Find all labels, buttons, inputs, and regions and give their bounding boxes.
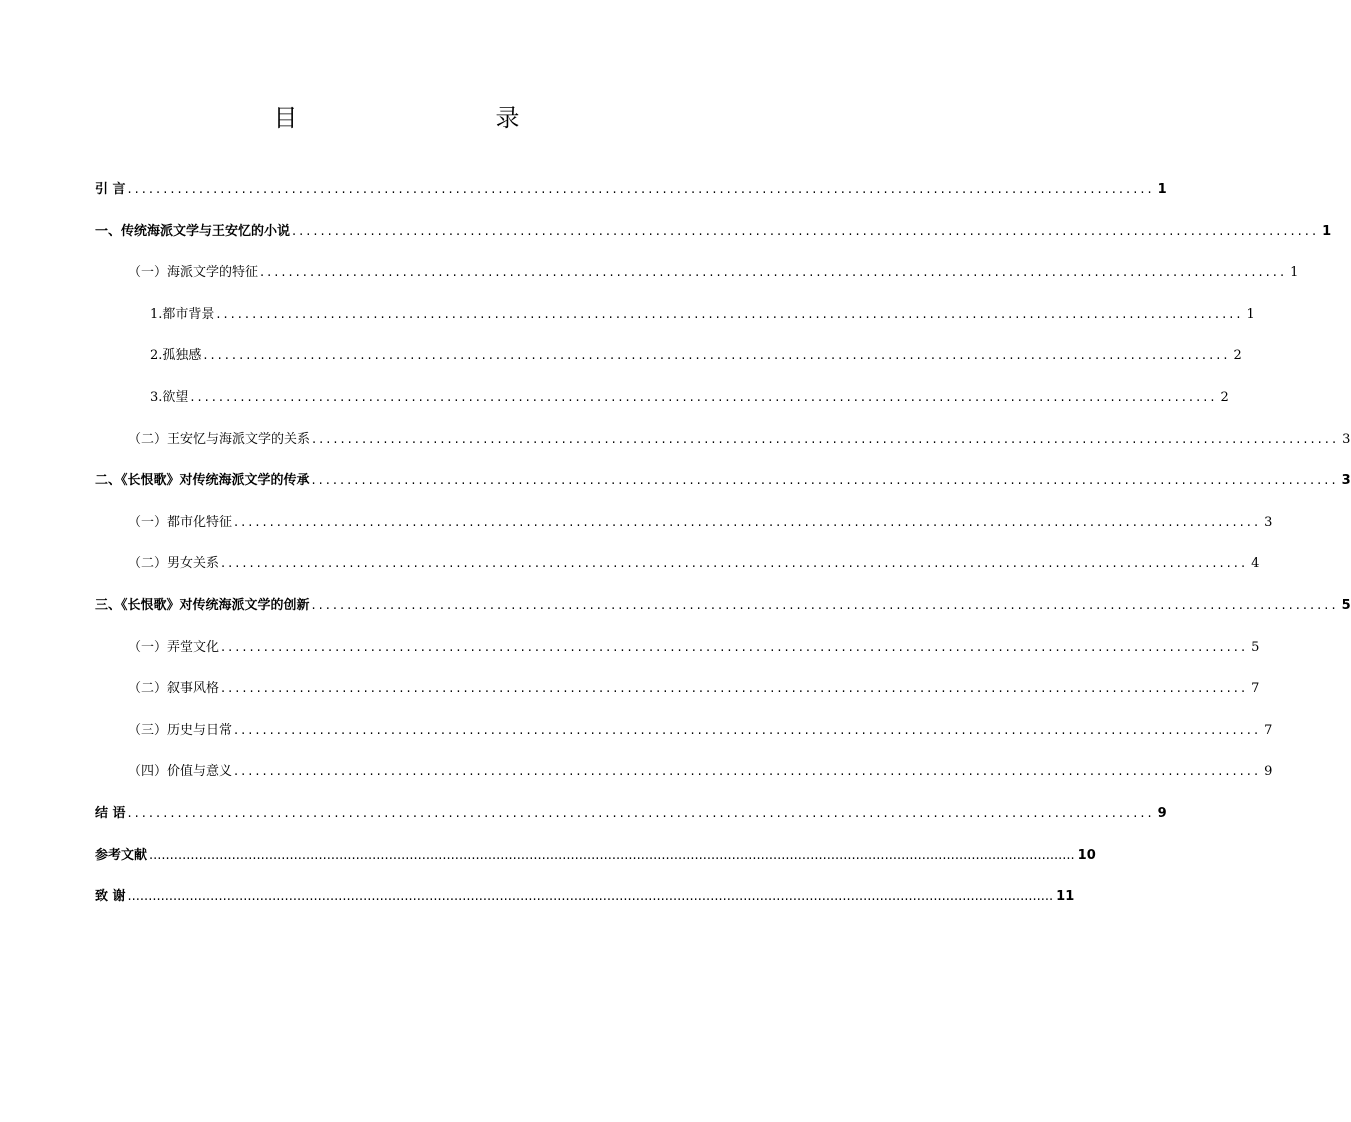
toc-entry-label: （四）价值与意义 — [128, 764, 233, 779]
toc-entry-acknowledgements[interactable] — [95, 887, 1075, 907]
toc-entry-page: 3 — [1264, 515, 1273, 530]
toc-leader-dots: ................................................................................................................................................ — [203, 348, 1231, 363]
toc-leader-dots: ................................................................................................................................................ — [312, 432, 1340, 447]
toc-leader-dots: ................................................................................................................................................ — [292, 224, 1320, 239]
toc-entry-subsection-1-1-2[interactable] — [150, 346, 1242, 366]
toc-entry-label: 结 语 — [95, 806, 126, 821]
toc-entry-section-3-1[interactable] — [128, 638, 1260, 658]
toc-entry-subsection-1-1-3[interactable] — [150, 388, 1229, 408]
toc-entry-page: 1 — [1157, 182, 1167, 197]
toc-entry-label: （一）海派文学的特征 — [128, 265, 259, 280]
toc-leader-dots: ................................................................................................................................................ — [190, 390, 1218, 405]
toc-entry-label: （一）弄堂文化 — [128, 640, 220, 655]
toc-entry-section-3-4[interactable] — [128, 762, 1273, 782]
toc-entry-page: 5 — [1251, 640, 1260, 655]
toc-leader-dots: ................................................................................................................................................ — [221, 640, 1249, 655]
toc-entry-label: 三、《长恨歌》对传统海派文学的创新 — [95, 598, 310, 613]
toc-entry-section-3-3[interactable] — [128, 721, 1273, 741]
toc-entry-conclusion[interactable] — [95, 804, 1167, 824]
toc-entry-page: 1 — [1322, 224, 1332, 239]
toc-leader-dots: ................................................................................................................................................................................................................................ — [127, 889, 1054, 904]
toc-entry-chapter-3[interactable] — [95, 596, 1351, 616]
toc-entry-intro[interactable] — [95, 180, 1167, 200]
toc-entry-section-3-2[interactable] — [128, 679, 1260, 699]
toc-entry-label: （三）历史与日常 — [128, 723, 233, 738]
toc-entry-page: 1 — [1290, 265, 1299, 280]
toc-entry-label: 参考文献 — [95, 848, 148, 863]
toc-entry-page: 10 — [1077, 848, 1096, 863]
toc-entry-label: 2.孤独感 — [150, 348, 202, 363]
toc-entry-page: 3 — [1341, 473, 1351, 488]
toc-leader-dots: ................................................................................................................................................ — [234, 764, 1262, 779]
toc-entry-label: 致 谢 — [95, 889, 126, 904]
toc-entry-label: 引 言 — [95, 182, 126, 197]
toc-leader-dots: ................................................................................................................................................ — [127, 182, 1155, 197]
toc-entry-label: （二）王安忆与海派文学的关系 — [128, 432, 311, 447]
toc-entry-label: （二）叙事风格 — [128, 681, 220, 696]
toc-entry-chapter-2[interactable] — [95, 471, 1351, 491]
toc-entry-label: （一）都市化特征 — [128, 515, 233, 530]
page-title: 目 录 — [273, 104, 570, 132]
toc-entry-references[interactable] — [95, 846, 1096, 866]
toc-entry-section-2-1[interactable] — [128, 513, 1273, 533]
toc-entry-label: （二）男女关系 — [128, 556, 220, 571]
toc-leader-dots: ................................................................................................................................................ — [234, 723, 1262, 738]
toc-entry-page: 4 — [1251, 556, 1260, 571]
toc-entry-chapter-1[interactable] — [95, 222, 1332, 242]
toc-entry-section-2-2[interactable] — [128, 554, 1260, 574]
toc-entry-label: 3.欲望 — [150, 390, 189, 405]
toc-entry-page: 3 — [1342, 432, 1351, 447]
toc-entry-page: 2 — [1233, 348, 1242, 363]
toc-entry-page: 1 — [1246, 307, 1255, 322]
toc-leader-dots: ................................................................................................................................................ — [260, 265, 1288, 280]
toc-leader-dots: ................................................................................................................................................ — [234, 515, 1262, 530]
toc-entry-page: 9 — [1264, 764, 1273, 779]
toc-entry-page: 5 — [1341, 598, 1351, 613]
toc-leader-dots: ................................................................................................................................................ — [221, 556, 1249, 571]
toc-entry-page: 7 — [1264, 723, 1273, 738]
toc-leader-dots: ................................................................................................................................................ — [127, 806, 1155, 821]
toc-entry-subsection-1-1-1[interactable] — [150, 305, 1255, 325]
toc-entry-page: 11 — [1056, 889, 1075, 904]
toc-entry-label: 一、传统海派文学与王安忆的小说 — [95, 224, 291, 239]
toc-leader-dots: ................................................................................................................................................................................................................................ — [149, 848, 1075, 863]
toc-entry-section-1-1[interactable] — [128, 263, 1299, 283]
toc-entry-page: 9 — [1157, 806, 1167, 821]
toc-entry-page: 2 — [1220, 390, 1229, 405]
toc-leader-dots: ................................................................................................................................................ — [311, 473, 1339, 488]
toc-leader-dots: ................................................................................................................................................ — [216, 307, 1244, 322]
toc-entry-label: 二、《长恨歌》对传统海派文学的传承 — [95, 473, 310, 488]
toc-entry-page: 7 — [1251, 681, 1260, 696]
toc-leader-dots: ................................................................................................................................................ — [221, 681, 1249, 696]
toc-entry-label: 1.都市背景 — [150, 307, 215, 322]
toc-leader-dots: ................................................................................................................................................ — [311, 598, 1339, 613]
toc-entry-section-1-2[interactable] — [128, 430, 1351, 450]
